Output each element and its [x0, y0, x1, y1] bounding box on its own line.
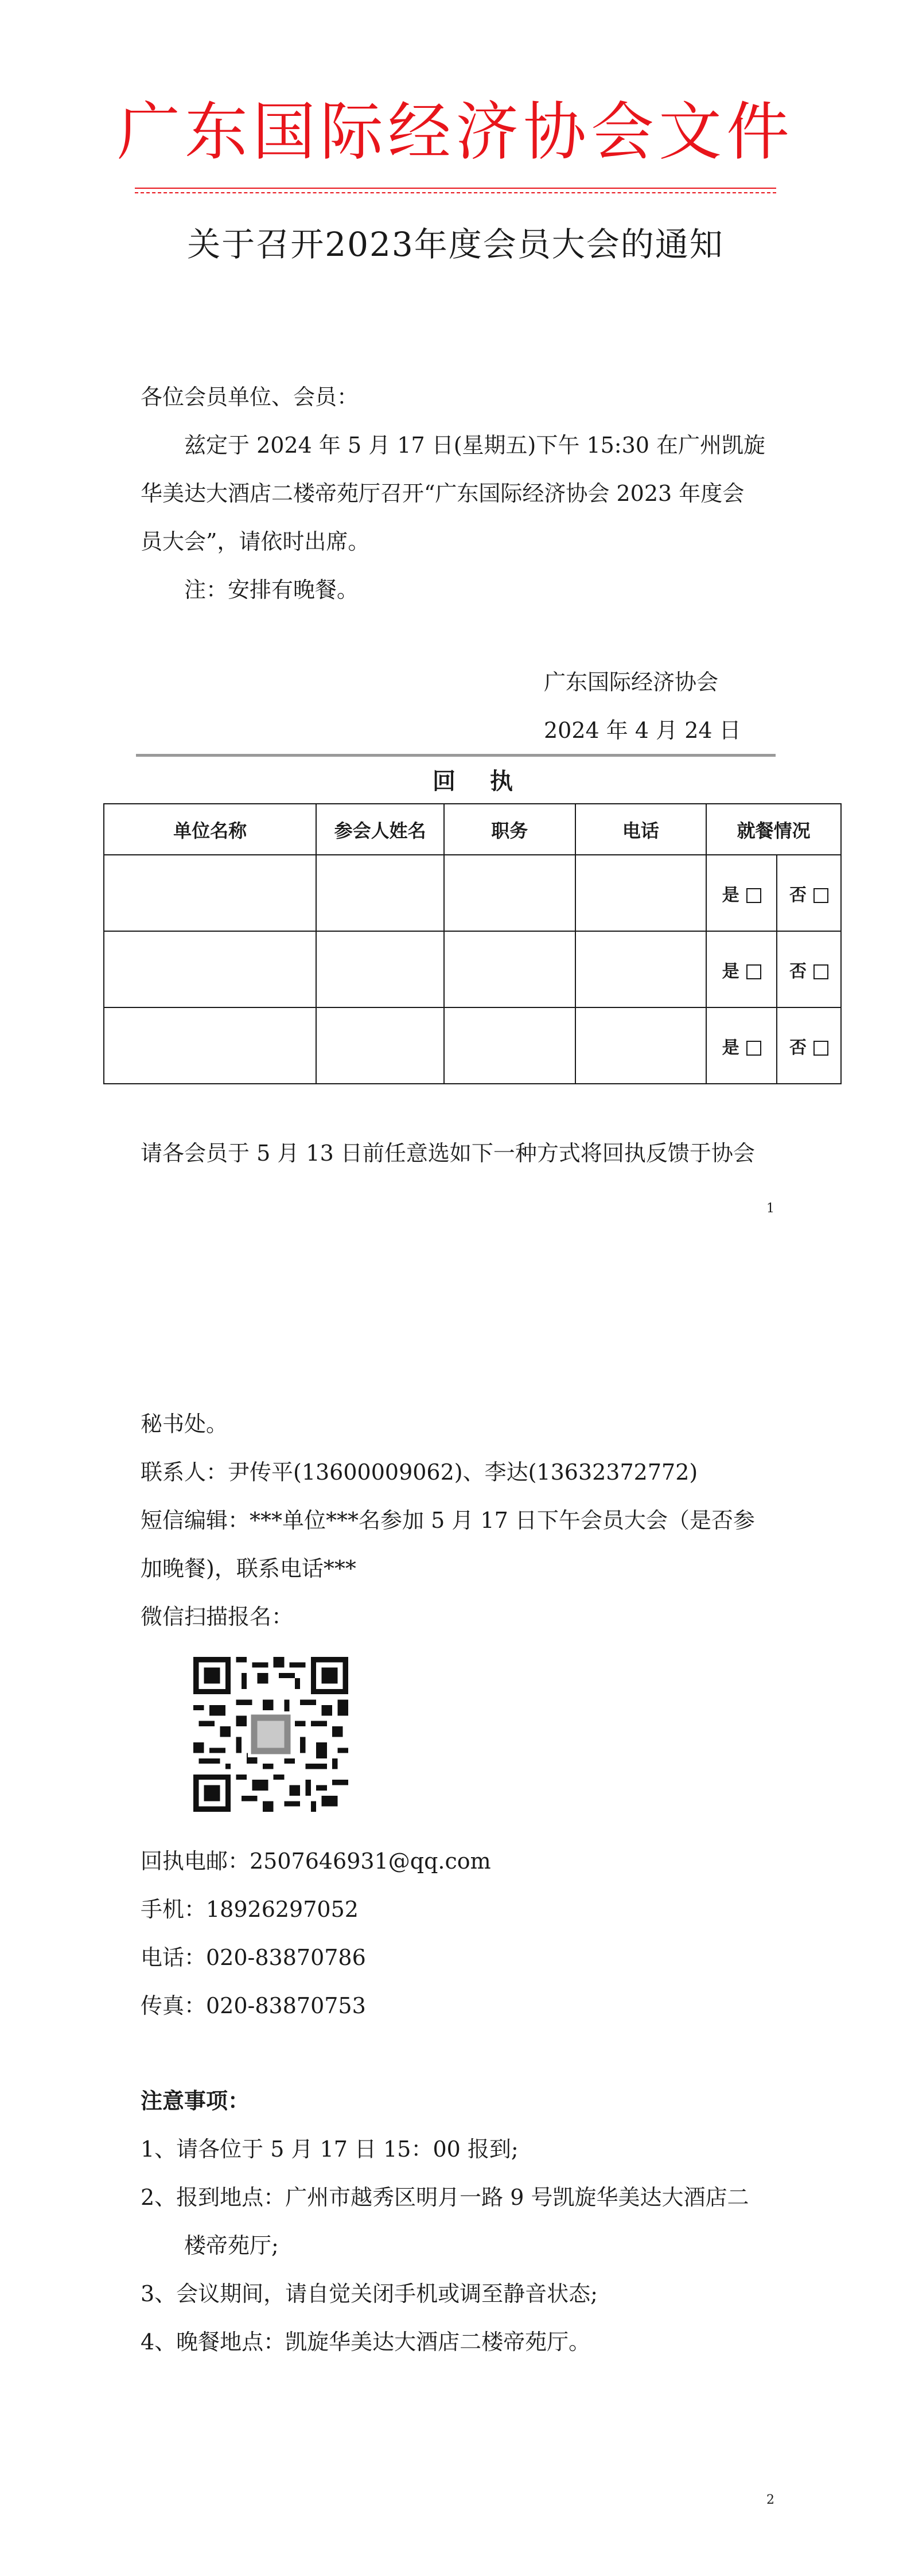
dining-yes-cell[interactable] [706, 931, 777, 1007]
cell-position[interactable] [444, 855, 575, 931]
dining-yes-cell[interactable] [706, 1007, 777, 1084]
cell-phone[interactable] [575, 1007, 707, 1084]
yes-label: 是 [722, 885, 739, 905]
section-divider [136, 754, 776, 757]
col-header-position: 职务 [444, 804, 575, 855]
yes-checkbox[interactable] [746, 888, 761, 903]
table-row [104, 855, 841, 931]
body-line-3: 员大会”，请依时出席。 [141, 529, 370, 554]
contact-block [141, 1400, 776, 1641]
wechat-qr-code-icon[interactable] [193, 1657, 348, 1812]
wechat-label: 微信扫描报名： [141, 1604, 294, 1629]
reply-phone[interactable]: 电话：020-83870786 [141, 1945, 366, 1970]
no-checkbox[interactable] [813, 888, 828, 903]
no-label: 否 [789, 961, 807, 982]
reply-fax: 传真：020-83870753 [141, 1993, 366, 2018]
yes-label: 是 [722, 1037, 739, 1058]
cell-phone[interactable] [575, 855, 707, 931]
notes-block [141, 2077, 776, 2366]
header-red-rule-dashed [135, 192, 776, 193]
col-header-attendee: 参会人姓名 [316, 804, 444, 855]
reply-form-title: 回执 [433, 768, 547, 795]
no-label: 否 [789, 1037, 807, 1058]
body-line-2: 华美达大酒店二楼帝苑厅召开“广东国际经济协会 2023 年度会 [141, 481, 745, 506]
dining-no-cell[interactable] [777, 1007, 841, 1084]
no-checkbox[interactable] [813, 964, 828, 979]
col-header-unit: 单位名称 [104, 804, 316, 855]
notice-title: 关于召开2023年度会员大会的通知 [187, 225, 724, 264]
salutation: 各位会员单位、会员： [141, 384, 359, 410]
reply-instructions-line: 请各会员于 5 月 13 日前任意选如下一种方式将回执反馈于协会 [141, 1141, 755, 1166]
yes-checkbox[interactable] [746, 964, 761, 979]
body-line-1: 兹定于 2024 年 5 月 17 日(星期五)下午 15:30 在广州凯旋 [184, 433, 766, 458]
col-header-dining: 就餐情况 [706, 804, 841, 855]
dining-no-cell[interactable] [777, 931, 841, 1007]
no-label: 否 [789, 885, 807, 905]
notes-item-3: 3、会议期间，请自觉关闭手机或调至静音状态; [141, 2281, 598, 2306]
notes-item-2: 2、报到地点：广州市越秀区明月一路 9 号凯旋华美达大酒店二 [141, 2185, 749, 2210]
header-red-rule [135, 188, 776, 189]
page-number-2: 2 [766, 2493, 774, 2507]
cell-phone[interactable] [575, 931, 707, 1007]
table-row [104, 1007, 841, 1084]
signature-date: 2024 年 4 月 24 日 [544, 718, 741, 743]
table-row [104, 931, 841, 1007]
reply-email[interactable]: 回执电邮：2507646931@qq.com [141, 1849, 491, 1874]
reply-table [103, 803, 842, 1084]
notes-item-4: 4、晚餐地点：凯旋华美达大酒店二楼帝苑厅。 [141, 2329, 591, 2355]
cell-position[interactable] [444, 931, 575, 1007]
sms-format-line-1: 短信编辑：***单位***名参加 5 月 17 日下午会员大会（是否参 [141, 1508, 755, 1533]
dining-no-cell[interactable] [777, 855, 841, 931]
dinner-note: 注：安排有晚餐。 [184, 577, 359, 602]
cell-attendee[interactable] [316, 1007, 444, 1084]
cell-attendee[interactable] [316, 931, 444, 1007]
document-header-title: 广东国际经济协会文件 [117, 95, 794, 169]
no-checkbox[interactable] [813, 1041, 828, 1056]
yes-checkbox[interactable] [746, 1041, 761, 1056]
cell-unit[interactable] [104, 855, 316, 931]
yes-label: 是 [722, 961, 739, 982]
col-header-phone: 电话 [575, 804, 707, 855]
secretariat-line: 秘书处。 [141, 1411, 228, 1437]
notes-heading: 注意事项： [141, 2088, 250, 2114]
page-number-1: 1 [766, 1201, 774, 1216]
dining-yes-cell[interactable] [706, 855, 777, 931]
notes-item-2-cont: 楼帝苑厅; [184, 2233, 279, 2258]
table-header-row [104, 804, 841, 855]
notice-body [141, 373, 776, 614]
reply-mobile[interactable]: 手机：18926297052 [141, 1897, 359, 1922]
signature-org: 广东国际经济协会 [544, 670, 719, 695]
notes-item-1: 1、请各位于 5 月 17 日 15：00 报到; [141, 2137, 519, 2162]
cell-unit[interactable] [104, 1007, 316, 1084]
contact-persons: 联系人：尹传平(13600009062)、李达(13632372772) [141, 1460, 698, 1485]
cell-position[interactable] [444, 1007, 575, 1084]
sms-format-line-2: 加晚餐)，联系电话*** [141, 1556, 356, 1581]
cell-attendee[interactable] [316, 855, 444, 931]
reply-channels [141, 1837, 776, 2030]
cell-unit[interactable] [104, 931, 316, 1007]
